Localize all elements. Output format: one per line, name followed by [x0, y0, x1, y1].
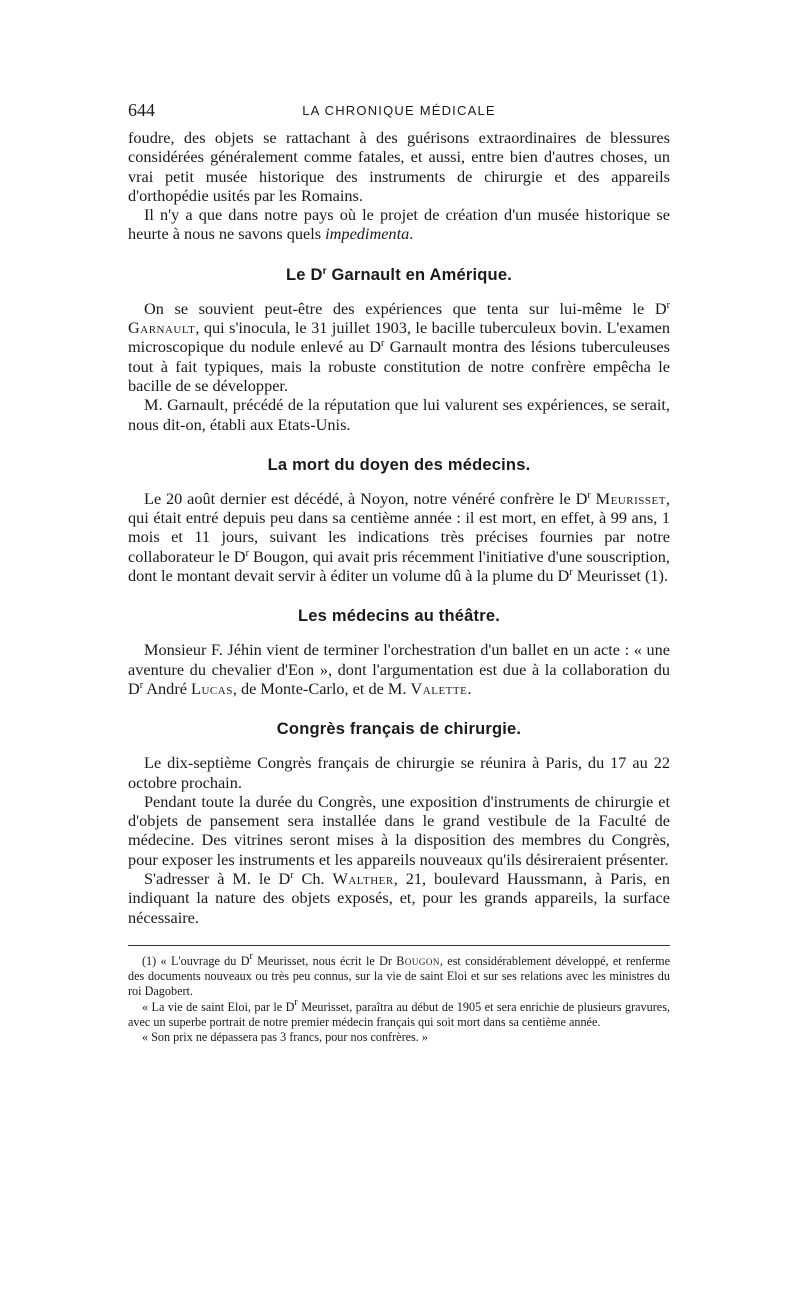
- intro-paragraph-2: Il n'y a que dans notre pays où le projet de création d'un musée historique se heurte à nous ne savons quels impedimenta.: [128, 205, 670, 244]
- page-header: [128, 100, 670, 124]
- running-head: LA CHRONIQUE MÉDICALE: [302, 103, 496, 118]
- person-name: Walther: [332, 869, 394, 889]
- person-name: Meurisset: [595, 488, 666, 508]
- person-name: Valette: [410, 678, 468, 698]
- doyen-paragraph: Le 20 août dernier est décédé, à Noyon, notre vénéré confrère le $D^r$ Meurisset, qui était entré depuis peu dans sa centième année : il est mort, en effet, à 99 ans, 1 mois et 11 jours, suivant les indications très précises fournies par notre collaborateur le $D^r$ Bougon, qui avait pris récemment l'initiative d'une souscription, dont le montant devait servir à éditer un volume dû à la plume du $D^r$ Meurisset (1).: [128, 488, 670, 586]
- garnault-paragraph-2: M. Garnault, précédé de la réputation que lui valurent ses expériences, se serait, nous dit-on, établi aux Etats-Unis.: [128, 395, 670, 434]
- footnotes: [128, 950, 670, 1045]
- congres-paragraph-3: S'adresser à M. le $D^r$ Ch. Walther, 21, boulevard Haussmann, à Paris, en indiquant la nature des objets exposés, et, pour les grands appareils, la surface nécessaire.: [128, 869, 670, 927]
- footnote-divider: [128, 945, 670, 946]
- section-title-congres: Congrès français de chirurgie.: [276, 720, 522, 739]
- emphasis-text: impedimenta: [325, 224, 410, 244]
- person-name: Lucas: [191, 678, 233, 698]
- footnote-1: (1) « L'ouvrage du $D^r$ Meurisset, nous écrit le Dr Bougon, est considérablement développé, et renferme des documents nouveaux ou très peu connus, sur la vie de saint Eloi et sur ses relations avec les ministres du roi Dagobert.: [128, 950, 670, 999]
- footnote-2: « La vie de saint Eloi, par le $D^r$ Meurisset, paraîtra au début de 1905 et sera enrichie de plusieurs gravures, avec un superbe portrait de notre premier médecin français qui soit mort dans sa centième année.: [128, 996, 670, 1029]
- congres-paragraph-2: Pendant toute la durée du Congrès, une exposition d'instruments de chirurgie et d'objets de pansement sera installée dans le grand vestibule de la Faculté de médecine. Des vitrines seront mises à la disposition des membres du Congrès, pour exposer les instruments et les appareils nouveaux qu'ils désireraient présenter.: [128, 791, 670, 869]
- person-name: Bougon: [396, 953, 440, 968]
- section-title-garnault: Le $D^r$ Garnault en Amérique.: [286, 265, 512, 284]
- footnote-3: « Son prix ne dépassera pas 3 francs, pour nos confrères. »: [142, 1029, 428, 1044]
- theatre-paragraph: Monsieur F. Jéhin vient de terminer l'orchestration d'un ballet en un acte : « une aventure du chevalier d'Eon », dont l'argumentation est due à la collaboration du $D^r$ André Lucas, de Monte-Carlo, et de M. Valette.: [128, 640, 670, 698]
- person-name: Garnault: [128, 318, 196, 338]
- page-number: 644: [128, 100, 155, 120]
- section-title-theatre: Les médecins au théâtre.: [298, 607, 500, 626]
- garnault-paragraph-1: On se souvient peut-être des expériences que tenta sur lui-même le $D^r$ Garnault, qui s'inocula, le 31 juillet 1903, le bacille tuberculeux bovin. L'examen microscopique du nodule enlevé au $D^r$ Garnault montra des lésions tuberculeuses tout à fait typiques, mais la robuste constitution de notre confrère empêcha le bacille de se développer.: [128, 298, 670, 395]
- page: [128, 100, 670, 1045]
- section-title-doyen: La mort du doyen des médecins.: [267, 455, 531, 474]
- congres-paragraph-1: Le dix-septième Congrès français de chirurgie se réunira à Paris, du 17 au 22 octobre prochain.: [128, 753, 670, 792]
- intro-paragraph: foudre, des objets se rattachant à des guérisons extraordinaires de blessures considérées généralement comme fatales, et aussi, entre bien d'autres choses, un vrai petit musée historique des instruments de chirurgie et des appareils d'orthopédie usités par les Romains.: [128, 128, 670, 205]
